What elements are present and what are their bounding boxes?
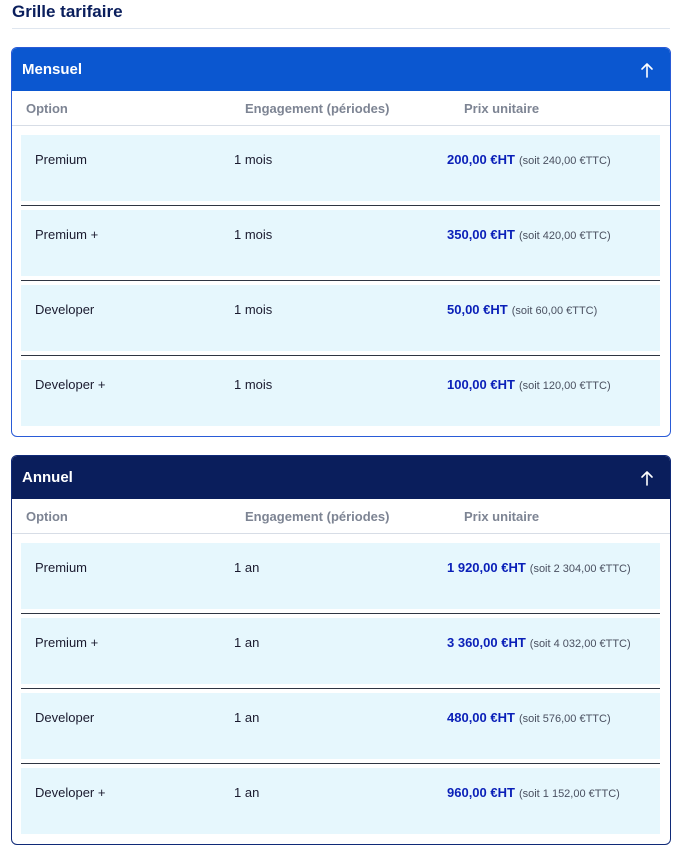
price-cell: [447, 560, 631, 575]
monthly-rows: [12, 126, 670, 426]
option-cell: Premium +: [35, 227, 99, 242]
table-row: [21, 285, 660, 351]
price-ht: 100,00 €HT: [447, 377, 515, 392]
engagement-cell: 1 an: [234, 635, 260, 650]
price-ht: 50,00 €HT: [447, 302, 508, 317]
monthly-panel-header[interactable]: [12, 48, 670, 91]
annual-rows: [12, 534, 670, 834]
column-header-price: Prix unitaire: [464, 508, 540, 524]
column-header-option: Option: [26, 100, 68, 116]
annual-column-headers: [12, 499, 670, 534]
price-ttc: (soit 4 032,00 €TTC): [529, 638, 631, 650]
price-cell: [447, 785, 620, 800]
option-cell: Developer +: [35, 377, 106, 392]
arrow-up-icon[interactable]: [638, 469, 656, 487]
annual-panel: [11, 455, 671, 845]
column-header-price: Prix unitaire: [464, 100, 540, 116]
row-divider: [21, 280, 660, 281]
row-divider: [21, 205, 660, 206]
monthly-panel: [11, 47, 671, 437]
table-row: [21, 768, 660, 834]
option-cell: Developer: [35, 710, 95, 725]
row-divider: [21, 613, 660, 614]
monthly-panel-title: Mensuel: [22, 61, 83, 78]
table-row: [21, 210, 660, 276]
column-header-option: Option: [26, 508, 68, 524]
price-ttc: (soit 2 304,00 €TTC): [529, 563, 631, 575]
column-header-engagement: Engagement (périodes): [245, 100, 390, 116]
engagement-cell: 1 an: [234, 785, 260, 800]
price-cell: [447, 377, 611, 392]
table-row: [21, 618, 660, 684]
table-row: [21, 360, 660, 426]
engagement-cell: 1 an: [234, 560, 260, 575]
option-cell: Premium: [35, 152, 88, 167]
price-ttc: (soit 1 152,00 €TTC): [518, 788, 620, 800]
price-ttc: (soit 120,00 €TTC): [518, 380, 611, 392]
row-divider: [21, 355, 660, 356]
row-divider: [21, 763, 660, 764]
row-divider: [21, 688, 660, 689]
option-cell: Developer: [35, 302, 95, 317]
annual-panel-title: Annuel: [22, 469, 73, 486]
price-cell: [447, 710, 611, 725]
price-ht: 1 920,00 €HT: [447, 560, 526, 575]
price-ttc: (soit 576,00 €TTC): [518, 713, 611, 725]
price-ht: 3 360,00 €HT: [447, 635, 526, 650]
arrow-up-icon[interactable]: [638, 61, 656, 79]
price-ttc: (soit 240,00 €TTC): [518, 155, 611, 167]
option-cell: Premium +: [35, 635, 99, 650]
annual-panel-header[interactable]: [12, 456, 670, 499]
price-cell: [447, 302, 597, 317]
price-cell: [447, 635, 631, 650]
monthly-column-headers: [12, 91, 670, 126]
title-divider: [12, 28, 670, 29]
page-title: Grille tarifaire: [12, 2, 123, 21]
price-ttc: (soit 60,00 €TTC): [511, 305, 598, 317]
engagement-cell: 1 mois: [234, 152, 273, 167]
price-cell: [447, 152, 611, 167]
price-ht: 200,00 €HT: [447, 152, 515, 167]
option-cell: Premium: [35, 560, 88, 575]
table-row: [21, 693, 660, 759]
engagement-cell: 1 mois: [234, 227, 273, 242]
column-header-engagement: Engagement (périodes): [245, 508, 390, 524]
price-ht: 480,00 €HT: [447, 710, 515, 725]
table-row: [21, 543, 660, 609]
price-ttc: (soit 420,00 €TTC): [518, 230, 611, 242]
engagement-cell: 1 mois: [234, 377, 273, 392]
engagement-cell: 1 an: [234, 710, 260, 725]
table-row: [21, 135, 660, 201]
engagement-cell: 1 mois: [234, 302, 273, 317]
price-ht: 350,00 €HT: [447, 227, 515, 242]
option-cell: Developer +: [35, 785, 106, 800]
price-cell: [447, 227, 611, 242]
price-ht: 960,00 €HT: [447, 785, 515, 800]
